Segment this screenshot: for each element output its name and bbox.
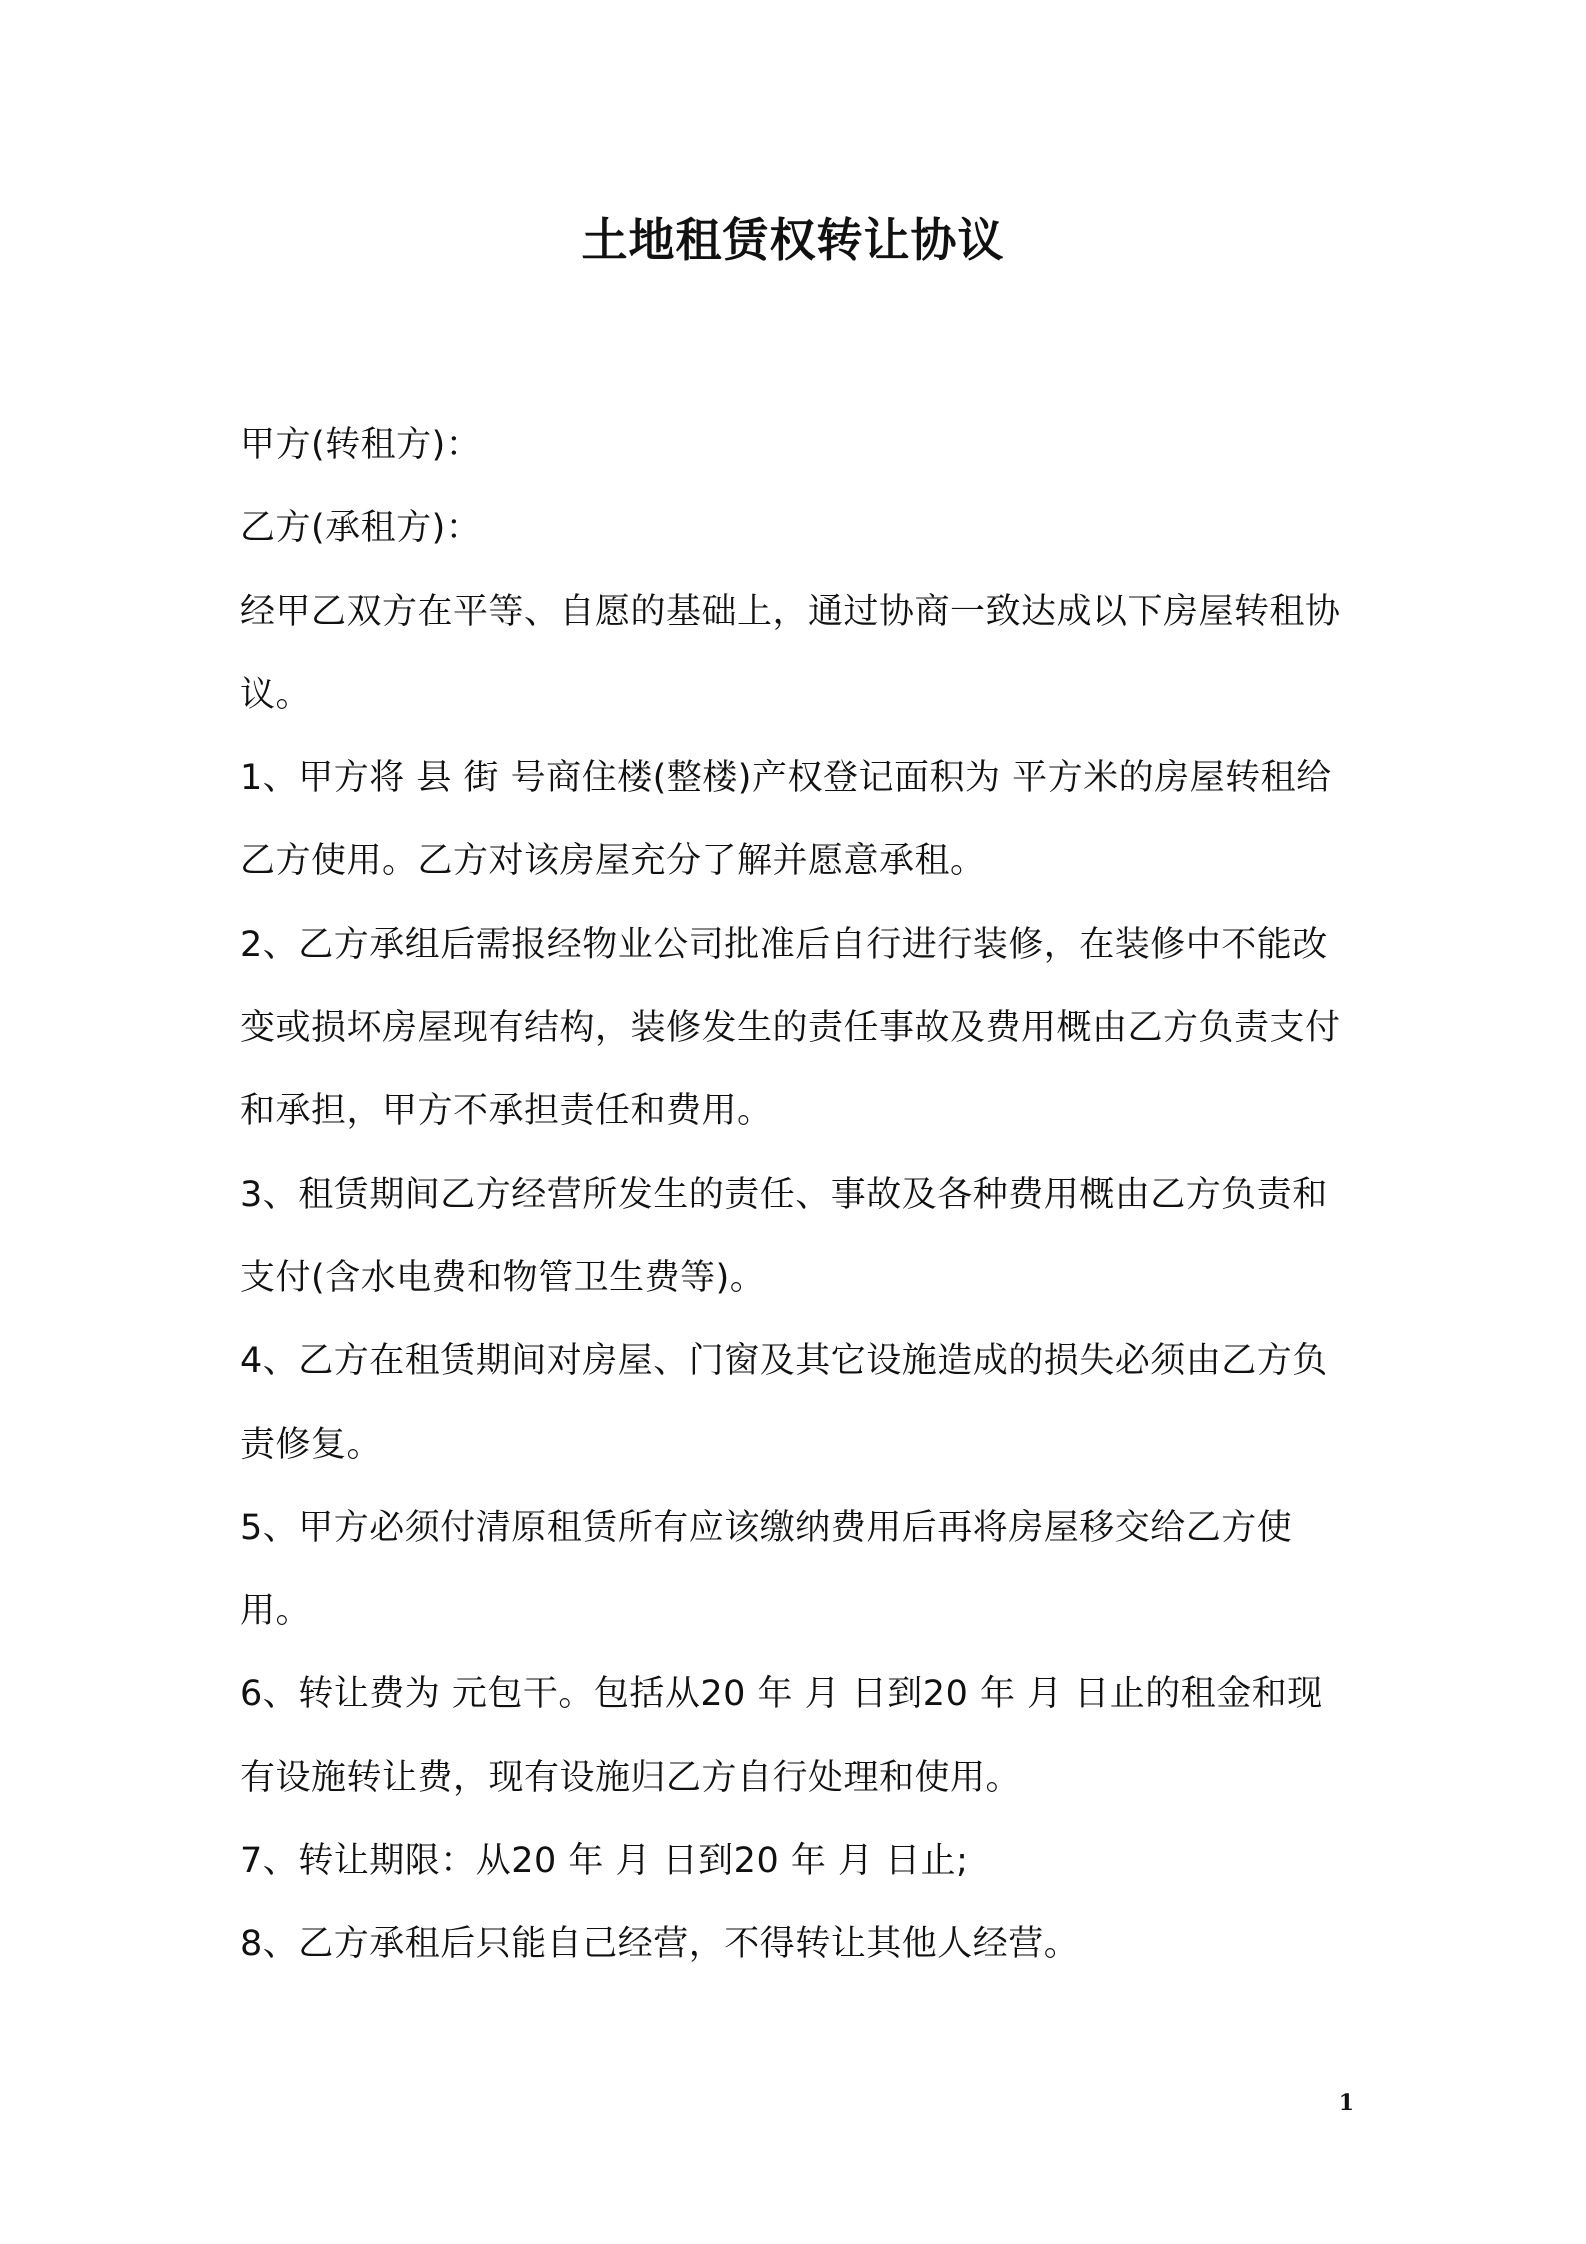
clause-5: 5、甲方必须付清原租赁所有应该缴纳费用后再将房屋移交给乙方使用。 [240,1507,1293,1632]
page-number: 1 [1338,2090,1354,2116]
document-title: 土地租赁权转让协议 [581,213,1005,267]
clause-1: 1、甲方将 县 街 号商住楼(整楼)产权登记面积为 平方米的房屋转租给乙方使用。乙方对该房屋充分了解并愿意承租。 [240,758,1332,882]
clause-7: 7、转让期限：从20 年 月 日到20 年 月 日止; [240,1841,969,1882]
party-a-line: 甲方(转租方)： [240,425,482,465]
clause-6: 6、转让费为 元包干。包括从20 年 月 日到20 年 月 日止的租金和现有设施转让费，现有设施归乙方自行处理和使用。 [240,1674,1323,1798]
clause-4: 4、乙方在租赁期间对房屋、门窗及其它设施造成的损失必须由乙方负责修复。 [240,1341,1328,1465]
clause-3: 3、租赁期间乙方经营所发生的责任、事故及各种费用概由乙方负责和支付(含水电费和物管卫生费等)。 [240,1174,1328,1298]
clause-2: 2、乙方承组后需报经物业公司批准后自行进行装修，在装修中不能改变或损坏房屋现有结构，装修发生的责任事故及费用概由乙方负责支付和承担，甲方不承担责任和费用。 [240,924,1341,1132]
document-body [240,404,1350,1987]
intro-paragraph: 经甲乙双方在平等、自愿的基础上，通过协商一致达成以下房屋转租协议。 [240,591,1341,715]
party-b-line: 乙方(承租方)： [240,508,482,549]
clause-8: 8、乙方承租后只能自己经营，不得转让其他人经营。 [240,1924,1080,1965]
